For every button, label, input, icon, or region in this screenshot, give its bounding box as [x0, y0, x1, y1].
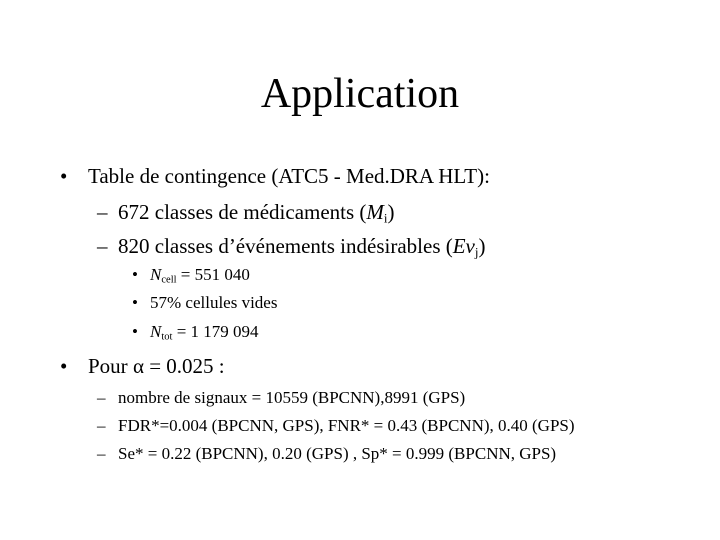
var-Ev: Ev — [452, 234, 475, 258]
bullet-marker: • — [132, 293, 138, 312]
bullet-marker: • — [132, 265, 138, 284]
dash-marker: – — [97, 200, 108, 224]
subscript-tot: tot — [161, 331, 173, 343]
subscript-j: j — [474, 244, 479, 260]
item-n-tot — [150, 321, 259, 343]
dash-marker: – — [97, 416, 106, 435]
item-n-cell — [150, 264, 250, 286]
text-segment: 672 classes de médicaments ( — [118, 200, 367, 224]
bullet-marker: • — [132, 322, 138, 341]
bullet-marker: • — [60, 354, 68, 378]
dash-marker: – — [97, 234, 108, 258]
var-M: M — [366, 200, 384, 224]
text-segment: 820 classes d’événements indésirables ( — [118, 234, 453, 258]
var-N: N — [150, 322, 162, 341]
sub-bullet-event-classes — [118, 233, 486, 259]
value-text: = 1 179 094 — [172, 322, 259, 341]
slide-title: Application — [260, 71, 460, 117]
item-empty-cells: 57% cellules vides — [150, 293, 278, 312]
dash-marker: – — [97, 388, 106, 407]
bullet-contingency-table: Table de contingence (ATC5 - Med.DRA HLT): — [88, 164, 490, 188]
text-segment: ) — [387, 200, 395, 224]
sub-bullet-signal-count: nombre de signaux = 10559 (BPCNN),8991 (GPS) — [118, 388, 466, 407]
text-segment: ) — [478, 234, 486, 258]
text-segment: Pour — [88, 354, 133, 378]
dash-marker: – — [97, 444, 106, 463]
sub-bullet-fdr-fnr: FDR*=0.004 (BPCNN, GPS), FNR* = 0.43 (BPCNN), 0.40 (GPS) — [118, 416, 575, 435]
subscript-cell: cell — [161, 274, 177, 286]
bullet-marker: • — [60, 164, 68, 188]
bullet-alpha-threshold — [88, 353, 225, 379]
value-text: = 551 040 — [176, 265, 250, 284]
text-segment: = 0.025 : — [143, 354, 225, 378]
sub-bullet-drug-classes — [118, 199, 395, 225]
subscript-i: i — [383, 210, 388, 226]
var-N: N — [150, 265, 162, 284]
sub-bullet-se-sp: Se* = 0.22 (BPCNN), 0.20 (GPS) , Sp* = 0.999 (BPCNN, GPS) — [118, 444, 557, 463]
alpha-symbol: α — [132, 354, 144, 378]
